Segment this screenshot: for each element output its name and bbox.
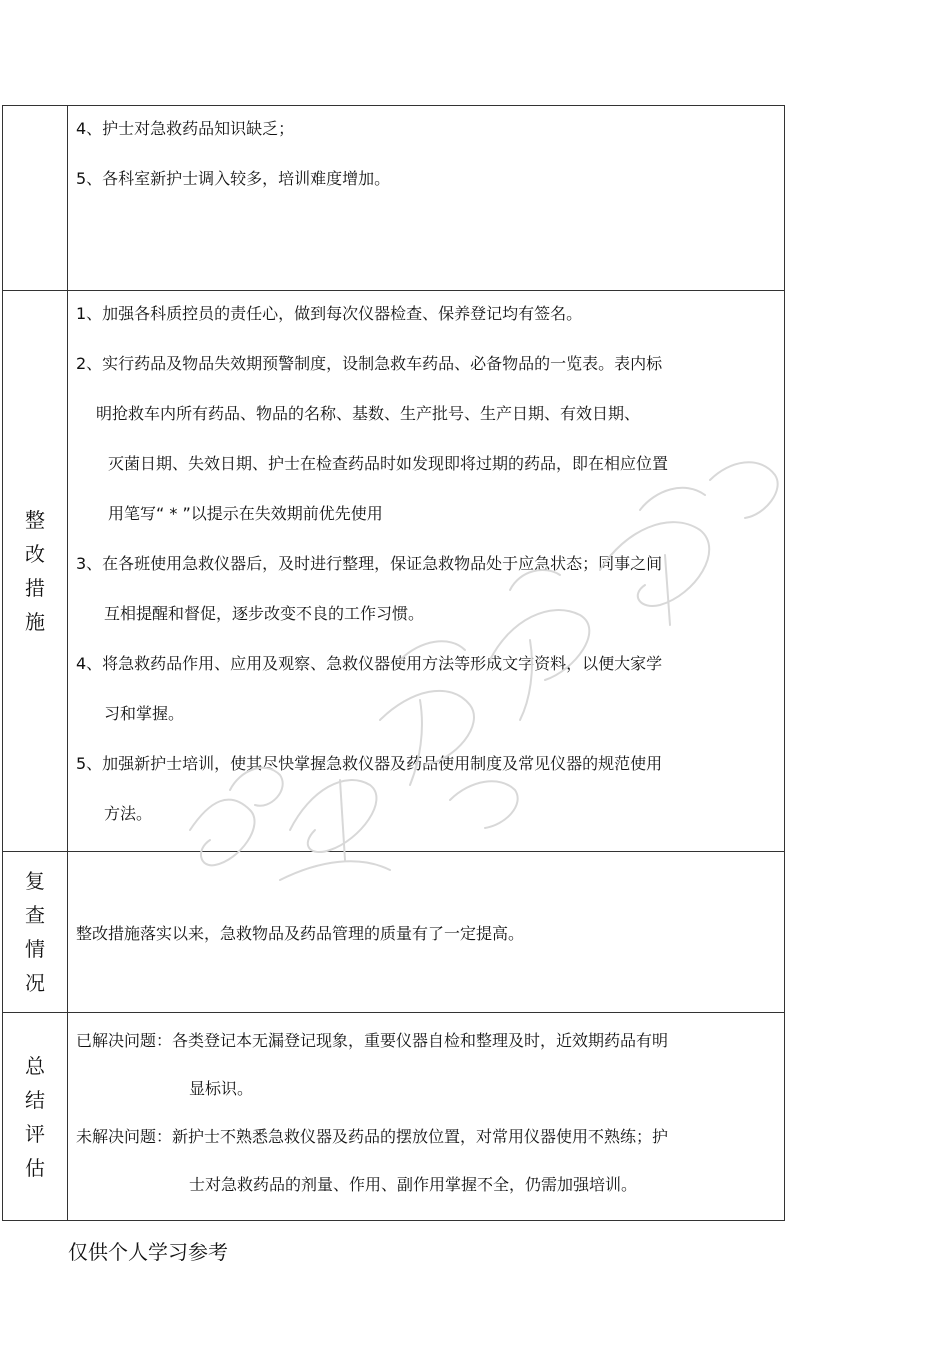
table-row xyxy=(3,1013,785,1221)
content-line: 5、各科室新护士调入较多，培训难度增加。 xyxy=(76,169,391,188)
content-line: 灭菌日期、失效日期、护士在检查药品时如发现即将过期的药品，即在相应位置 xyxy=(108,454,669,473)
content-line: 4、将急救药品作用、应用及观察、急救仪器使用方法等形成文字资料，以便大家学 xyxy=(76,654,663,673)
section-label-summary: 总 结 评 估 xyxy=(25,1053,45,1180)
content-line: 习和掌握。 xyxy=(104,704,185,723)
row-content-cell xyxy=(68,106,785,291)
content-line: 显标识。 xyxy=(189,1079,254,1098)
content-line: 3、在各班使用急救仪器后，及时进行整理，保证急救物品处于应急状态；同事之间 xyxy=(76,554,663,573)
content-line: 方法。 xyxy=(104,804,153,823)
section-label-rectification: 整 改 措 施 xyxy=(25,508,45,634)
row-content-cell xyxy=(68,1013,785,1221)
content-line: 整改措施落实以来，急救物品及药品管理的质量有了一定提高。 xyxy=(76,923,525,943)
row-label-cell xyxy=(3,852,68,1013)
content-line: 2、实行药品及物品失效期预警制度，设制急救车药品、必备物品的一览表。表内标 xyxy=(76,354,663,373)
content-line: 4、护士对急救药品知识缺乏； xyxy=(76,119,295,138)
row-label-cell xyxy=(3,106,68,291)
content-line: 用笔写“ * ”以提示在失效期前优先使用 xyxy=(108,504,383,523)
row-label-cell xyxy=(3,1013,68,1221)
content-line: 互相提醒和督促，逐步改变不良的工作习惯。 xyxy=(104,604,425,623)
content-line: 未解决问题：新护士不熟悉急救仪器及药品的摆放位置，对常用仪器使用不熟练；护 xyxy=(76,1127,669,1146)
table-row xyxy=(3,852,785,1013)
content-line: 5、加强新护士培训，使其尽快掌握急救仪器及药品使用制度及常见仪器的规范使用 xyxy=(76,754,663,773)
row-content-cell xyxy=(68,291,785,852)
content-line: 1、加强各科质控员的责任心，做到每次仪器检查、保养登记均有签名。 xyxy=(76,304,583,323)
section-label-review: 复 查 情 况 xyxy=(25,869,45,995)
content-line: 已解决问题：各类登记本无漏登记现象，重要仪器自检和整理及时，近效期药品有明 xyxy=(76,1031,669,1050)
footer-note: 仅供个人学习参考 xyxy=(68,1240,228,1264)
document-table xyxy=(2,105,785,1221)
table-row xyxy=(3,106,785,291)
content-line: 明抢救车内所有药品、物品的名称、基数、生产批号、生产日期、有效日期、 xyxy=(96,404,641,423)
row-label-cell xyxy=(3,291,68,852)
table-row xyxy=(3,291,785,852)
row-content-cell xyxy=(68,852,785,1013)
content-line: 士对急救药品的剂量、作用、副作用掌握不全，仍需加强培训。 xyxy=(189,1175,638,1194)
